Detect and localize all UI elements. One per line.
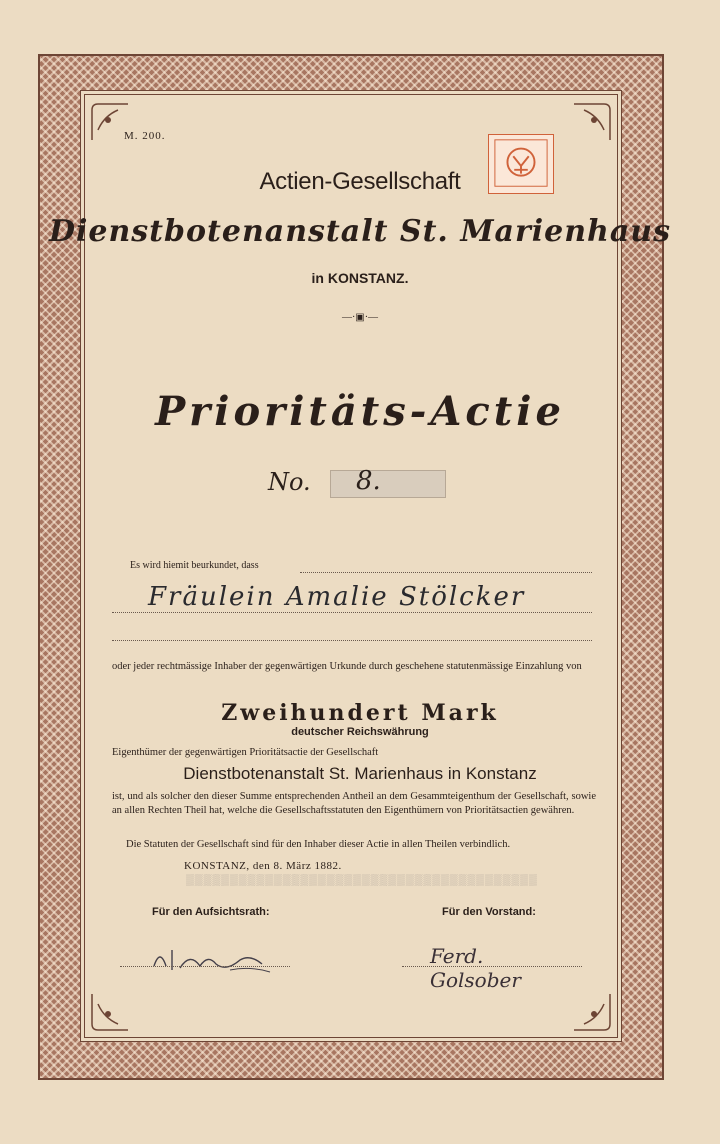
denomination-label: M. 200. — [124, 130, 166, 142]
currency-text: deutscher Reichswährung — [291, 726, 429, 738]
paragraph-ownership: Eigenthümer der gegenwärtigen Prioritätsactie der Gesellschaft — [112, 747, 379, 758]
holder-name: Fräulein Amalie Stölcker — [148, 582, 526, 612]
document-title: Prioritäts-Actie — [155, 388, 565, 435]
dotted-line — [300, 572, 592, 573]
signature-line — [120, 966, 290, 967]
blind-embossed-stamp: ▒▒▒▒▒▒▒▒▒▒▒▒▒▒▒▒▒▒▒▒▒▒▒▒▒▒▒▒▒▒▒▒▒▒▒▒▒▒▒▒ — [186, 874, 538, 886]
signature-line — [402, 966, 582, 967]
signature-executive-text: Ferd. Golsober — [430, 944, 521, 992]
paragraph-payment: oder jeder rechtmässige Inhaber der gegenwärtigen Urkunde durch geschehene statutenmässige Einzahlung von — [112, 661, 582, 672]
corner-ornament-bottom-right — [570, 990, 614, 1034]
company-type: Actien-Gesellschaft — [259, 168, 461, 195]
paragraph-statutes: Die Statuten der Gesellschaft sind für den Inhaber dieser Actie in allen Theilen verbindlich. — [126, 839, 511, 850]
dotted-line — [112, 640, 592, 641]
certificate-number: 8. — [356, 466, 381, 496]
lead-text: Es wird hiemit beurkundet, dass — [130, 560, 259, 571]
signature-supervisory — [150, 942, 280, 982]
dotted-line — [112, 612, 592, 613]
divider-ornament: —·▣·— — [341, 312, 379, 323]
company-name-line: Dienstbotenanstalt St. Marienhaus in Konstanz — [183, 764, 537, 783]
place-and-date: KONSTANZ, den 8. März 1882. — [184, 860, 342, 872]
number-prefix: No. — [268, 468, 311, 496]
corner-ornament-bottom-left — [88, 990, 132, 1034]
corner-ornament-top-right — [570, 100, 614, 144]
amount-text: Zweihundert Mark — [221, 700, 499, 726]
number-field — [330, 470, 446, 498]
company-name-heading: Dienstbotenanstalt St. Marienhaus — [48, 214, 672, 249]
executive-board-label: Für den Vorstand: — [442, 906, 536, 918]
city-line: in KONSTANZ. — [311, 270, 409, 286]
paragraph-rights: ist, und als solcher den dieser Summe entsprechenden Antheil an dem Gesammteigenthum der Gesellschaft, sowie an allen Rechten Theil hat, welche die Gesellschaftsstatuten den Eigenthümern von Prioritätsactien gewähren. — [112, 791, 596, 816]
supervisory-board-label: Für den Aufsichtsrath: — [152, 906, 270, 918]
